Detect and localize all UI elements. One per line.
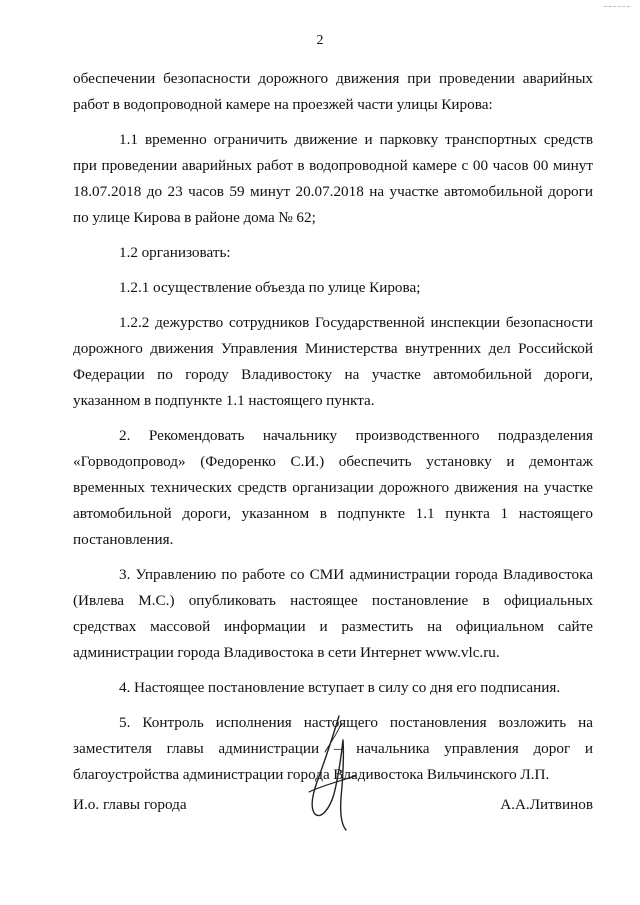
paragraph-1-2-1: 1.2.1 осуществление объезда по улице Кирова; <box>119 279 421 296</box>
signatory-name: А.А.Литвинов <box>500 796 593 813</box>
signatory-position: И.о. главы города <box>73 796 187 813</box>
paragraph-1-1: 1.1 временно ограничить движение и парковку транспортных средств при проведении аварийных работ в водопроводной камере с 00 часов 00 минут 18.07.2018 до 23 часов 59 минут 20.07.2018 на участке автомобильной дороги по улице Кирова в районе дома № 62; <box>73 131 593 226</box>
paragraph-1-2-2: 1.2.2 дежурство сотрудников Государственной инспекции безопасности дорожного движения Управления Министерства внутренних дел Российской Федерации по городу Владивостоку на участке автомобильной дороги, указанном в подпункте 1.1 настоящего пункта. <box>73 314 593 409</box>
paragraph-4: 4. Настоящее постановление вступает в силу со дня его подписания. <box>119 679 561 696</box>
paragraph-3: 3. Управлению по работе со СМИ администрации города Владивостока (Ивлева М.С.) опубликовать настоящее постановление в официальных средствах массовой информации и разместить на официальном сайте администрации города Владивостока в сети Интернет www.vlc.ru. <box>73 566 593 661</box>
paragraph-1-2: 1.2 организовать: <box>119 244 231 261</box>
scan-corner-mark <box>604 6 630 8</box>
paragraph-5: 5. Контроль исполнения настоящего постановления возложить на заместителя главы администрации – начальника управления дорог и благоустройства администрации города Владивостока Вильчинского Л.П. <box>73 714 593 783</box>
paragraph-2: 2. Рекомендовать начальнику производственного подразделения «Горводопровод» (Федоренко С.И.) обеспечить установку и демонтаж временных технических средств организации дорожного движения на участке автомобильной дороги, указанном в подпункте 1.1 пункта 1 настоящего постановления. <box>73 427 593 548</box>
page-number: 2 <box>316 33 324 48</box>
paragraph-continuation: обеспечении безопасности дорожного движения при проведении аварийных работ в водопроводной камере на проезжей части улицы Кирова: <box>73 70 593 113</box>
document-body <box>73 66 593 797</box>
signature-block <box>73 794 593 816</box>
